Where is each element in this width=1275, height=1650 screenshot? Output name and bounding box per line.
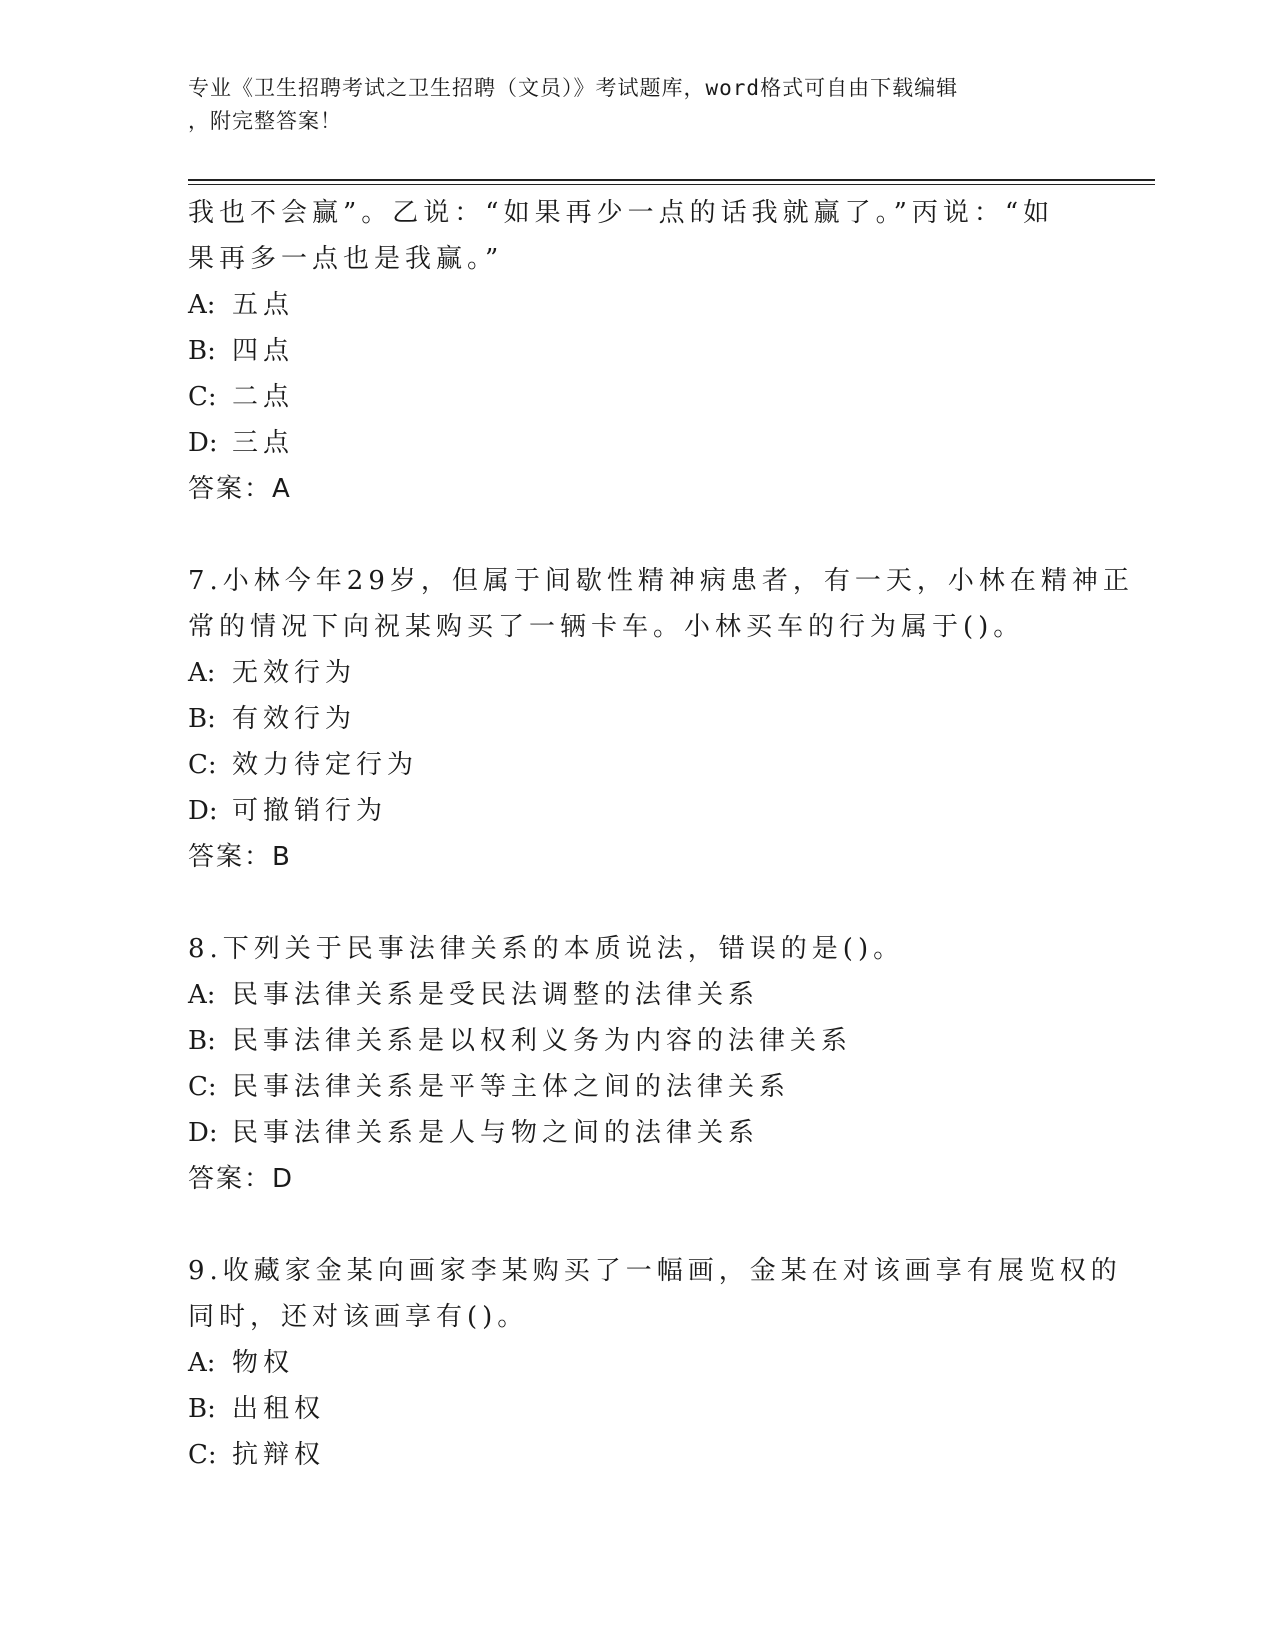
spacer: [188, 512, 1088, 558]
answer-line: 答案：B: [188, 842, 292, 872]
question-stem-line: 果再多一点也是我赢。”: [188, 244, 504, 274]
answer-line: 答案：A: [188, 474, 292, 504]
header-line-1: 专业《卫生招聘考试之卫生招聘（文员）》考试题库，word格式可自由下载编辑: [188, 76, 959, 100]
spacer: [188, 880, 1088, 926]
option-letter: C:: [188, 382, 217, 412]
option-b: [188, 1018, 1088, 1064]
option-letter: C:: [188, 1072, 217, 1102]
option-text: 效力待定行为: [232, 750, 419, 780]
option-b: [188, 1386, 1088, 1432]
option-letter: D:: [188, 1118, 218, 1148]
option-d: [188, 788, 1088, 834]
header-rule-thick: [188, 179, 1155, 181]
option-letter: C:: [188, 1440, 217, 1470]
question-stem-line: 我也不会赢”。乙说：“如果再少一点的话我就赢了。”丙说：“如: [188, 198, 1055, 228]
option-text: 民事法律关系是平等主体之间的法律关系: [232, 1072, 791, 1102]
header-line-2: ，附完整答案！: [188, 109, 342, 133]
option-text: 三点: [232, 428, 295, 458]
option-text: 有效行为: [232, 704, 357, 734]
option-text: 二点: [232, 382, 295, 412]
option-b: [188, 328, 1088, 374]
document-body: [188, 190, 1134, 1478]
option-letter: A:: [188, 1348, 216, 1378]
option-d: [188, 420, 1088, 466]
option-letter: D:: [188, 796, 218, 826]
option-text: 民事法律关系是受民法调整的法律关系: [232, 980, 760, 1010]
option-c: [188, 742, 1088, 788]
option-text: 可撤销行为: [232, 796, 388, 826]
option-letter: B:: [188, 1026, 216, 1056]
option-text: 抗辩权: [232, 1440, 326, 1470]
question-7: [188, 558, 1134, 880]
option-c: [188, 1064, 1088, 1110]
option-text: 无效行为: [232, 658, 357, 688]
question-9: [188, 1248, 1122, 1478]
option-letter: C:: [188, 750, 217, 780]
option-a: [188, 972, 1088, 1018]
question-stem-line: 7.小林今年29岁，但属于间歇性精神病患者，有一天，小林在精神正: [188, 566, 1134, 596]
option-letter: A:: [188, 290, 216, 320]
header-rule-thin: [188, 184, 1155, 185]
option-letter: A:: [188, 658, 216, 688]
option-letter: A:: [188, 980, 216, 1010]
question-stem-line: 9.收藏家金某向画家李某购买了一幅画，金某在对该画享有展览权的: [188, 1256, 1122, 1286]
option-c: [188, 374, 1088, 420]
option-a: [188, 282, 1088, 328]
question-6: [188, 190, 1088, 512]
option-letter: D:: [188, 428, 218, 458]
answer-line: 答案：D: [188, 1164, 295, 1194]
question-stem-line: 常的情况下向祝某购买了一辆卡车。小林买车的行为属于()。: [188, 612, 1025, 642]
spacer: [188, 1202, 1088, 1248]
question-stem-line: 同时，还对该画享有()。: [188, 1302, 529, 1332]
option-c: [188, 1432, 1088, 1478]
option-text: 五点: [232, 290, 295, 320]
option-d: [188, 1110, 1088, 1156]
question-8: [188, 926, 1088, 1202]
option-a: [188, 650, 1088, 696]
option-letter: B:: [188, 336, 216, 366]
option-text: 物权: [232, 1348, 295, 1378]
option-text: 出租权: [232, 1394, 326, 1424]
option-text: 民事法律关系是以权利义务为内容的法律关系: [232, 1026, 853, 1056]
option-a: [188, 1340, 1088, 1386]
option-b: [188, 696, 1088, 742]
option-letter: B:: [188, 704, 216, 734]
question-stem-line: 8.下列关于民事法律关系的本质说法，错误的是()。: [188, 934, 905, 964]
option-text: 四点: [232, 336, 295, 366]
option-text: 民事法律关系是人与物之间的法律关系: [232, 1118, 760, 1148]
option-letter: B:: [188, 1394, 216, 1424]
document-header: [188, 72, 1068, 138]
